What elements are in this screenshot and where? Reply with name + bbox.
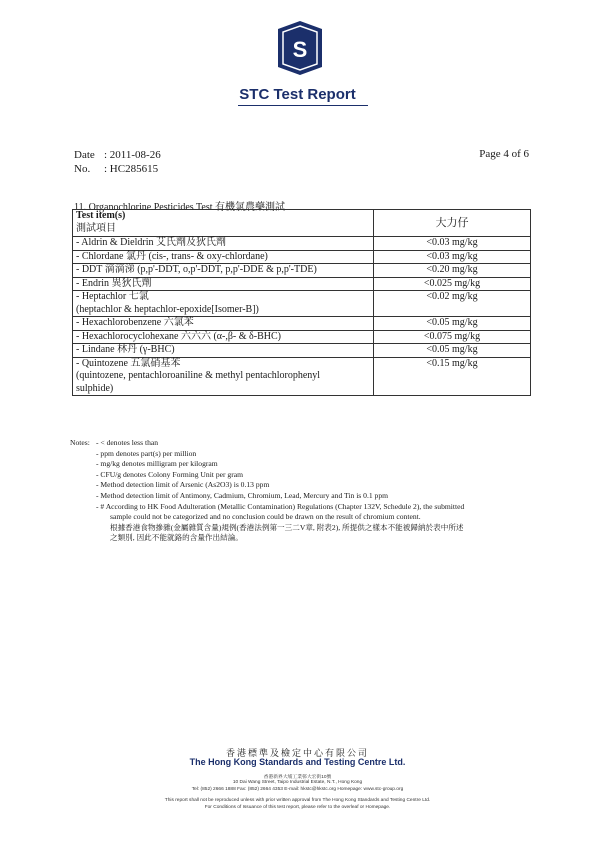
row-item — [73, 357, 374, 396]
table-row — [73, 357, 531, 396]
row-value: <0.02 mg/kg — [374, 291, 531, 317]
header-sample: 大力仔 — [374, 210, 531, 237]
report-title: STC Test Report — [239, 86, 356, 103]
date-label: Date — [74, 149, 95, 161]
footer-disclaimer: This report shall not be reproduced unless with prior written approval from The Hong Kong Standards and Testing Centre Ltd. — [164, 798, 431, 803]
row-item-line: - Quintozene 五氯硝基苯 — [76, 357, 181, 369]
notes — [70, 438, 540, 544]
results-table — [72, 209, 531, 396]
row-item: - Lindane 林丹 (γ-BHC) — [73, 344, 374, 358]
note-line-cn: 根據香港食物摻雜(金屬雜質含量)規例(香港法例第一三二V章, 附表2), 所提供之樣本不能被歸納於表中所述 — [110, 522, 464, 532]
notes-label: Notes: — [70, 438, 90, 447]
row-value: <0.03 mg/kg — [374, 237, 531, 251]
note-line: - mg/kg denotes milligram per kilogram — [96, 459, 218, 469]
note-line: - CFU/g denotes Colony Forming Unit per gram — [96, 469, 244, 479]
row-value: <0.15 mg/kg — [374, 357, 531, 396]
table-row — [73, 317, 531, 331]
note-line: - Method detection limit of Antimony, Cadmium, Chromium, Lead, Mercury and Tin is 0.1 ppm — [96, 490, 389, 500]
table-header-row — [73, 210, 531, 237]
footer-contact: Tel: (852) 2666 1888 Fax: (852) 2664 4353 E-mail: hkstc@hkstc.org Homepage: www.stc-group.org — [191, 787, 404, 792]
date-value: : 2011-08-26 — [104, 149, 161, 161]
table-row — [73, 330, 531, 344]
footer-disclaimer: For Conditions of Issuance of this test report, please refer to the overleaf or Homepage. — [204, 805, 391, 810]
row-item-line: (quintozene, pentachloroaniline & methyl pentachlorophenyl — [76, 370, 321, 381]
table-row — [73, 277, 531, 291]
table-row — [73, 237, 531, 251]
footer-org-cn: 香港標準及檢定中心有限公司 — [225, 748, 369, 758]
row-value: <0.05 mg/kg — [374, 317, 531, 331]
row-item: - DDT 滴滴涕 (p,p'-DDT, o,p'-DDT, p,p'-DDE & p,p'-TDE) — [73, 264, 374, 278]
row-item: - Endrin 異狄氏劑 — [73, 277, 374, 291]
header-test-item — [73, 210, 374, 237]
stc-logo — [277, 20, 323, 76]
row-value: <0.075 mg/kg — [374, 330, 531, 344]
row-value: <0.025 mg/kg — [374, 277, 531, 291]
header-test-item-cn: 測試項目 — [76, 222, 116, 234]
row-item: - Hexachlorocyclohexane 六六六 (α-,β- & δ-BHC) — [73, 330, 374, 344]
note-line: - # According to HK Food Adulteration (Metallic Contamination) Regulations (Chapter 132V, Schedule 2), the submitted — [96, 501, 465, 511]
table-row — [73, 344, 531, 358]
title-underline — [238, 105, 368, 106]
report-no-label: No. — [74, 163, 91, 175]
note-line-cn: 之類別, 因此不能就鉻的含量作出結論。 — [110, 533, 243, 543]
row-item-line: - Heptachlor 七氯 — [76, 291, 149, 302]
row-item — [73, 291, 374, 317]
table-row — [73, 291, 531, 317]
footer-address-en: 10 Dai Wang Street, Taipo Industrial Estate, N.T., Hong Kong — [232, 780, 363, 785]
table-row — [73, 250, 531, 264]
section-title: 11. Organochlorine Pesticides Test 有機氯農藥測試 — [74, 202, 286, 213]
row-item: - Aldrin & Dieldrin 艾氏劑及狄氏劑 — [73, 237, 374, 251]
row-value: <0.05 mg/kg — [374, 344, 531, 358]
header-test-item-en: Test item(s) — [76, 210, 126, 221]
row-value: <0.20 mg/kg — [374, 264, 531, 278]
note-line: - < denotes less than — [96, 438, 159, 447]
row-value: <0.03 mg/kg — [374, 250, 531, 264]
row-item-line: sulphide) — [76, 382, 114, 394]
svg-text:S: S — [292, 37, 308, 62]
row-item-line: (heptachlor & heptachlor-epoxide[Isomer-B]) — [76, 303, 259, 315]
report-meta — [74, 148, 161, 176]
note-line: - ppm denotes part(s) per million — [96, 448, 197, 458]
table-row — [73, 264, 531, 278]
page-number: Page 4 of 6 — [479, 148, 529, 160]
row-item: - Chlordane 氯丹 (cis-, trans- & oxy-chlordane) — [73, 250, 374, 264]
footer-org-en: The Hong Kong Standards and Testing Centre Ltd. — [189, 757, 406, 767]
note-line: sample could not be categorized and no conclusion could be drawn on the result of chromium content. — [110, 512, 421, 522]
note-line: - Method detection limit of Arsenic (As2O3) is 0.13 ppm — [96, 480, 270, 490]
row-item: - Hexachlorobenzene 六氯苯 — [73, 317, 374, 331]
report-no-value: : HC285615 — [104, 163, 159, 175]
footer-address-cn: 香港新界大埔工業邨大宏街10號 — [263, 775, 332, 780]
